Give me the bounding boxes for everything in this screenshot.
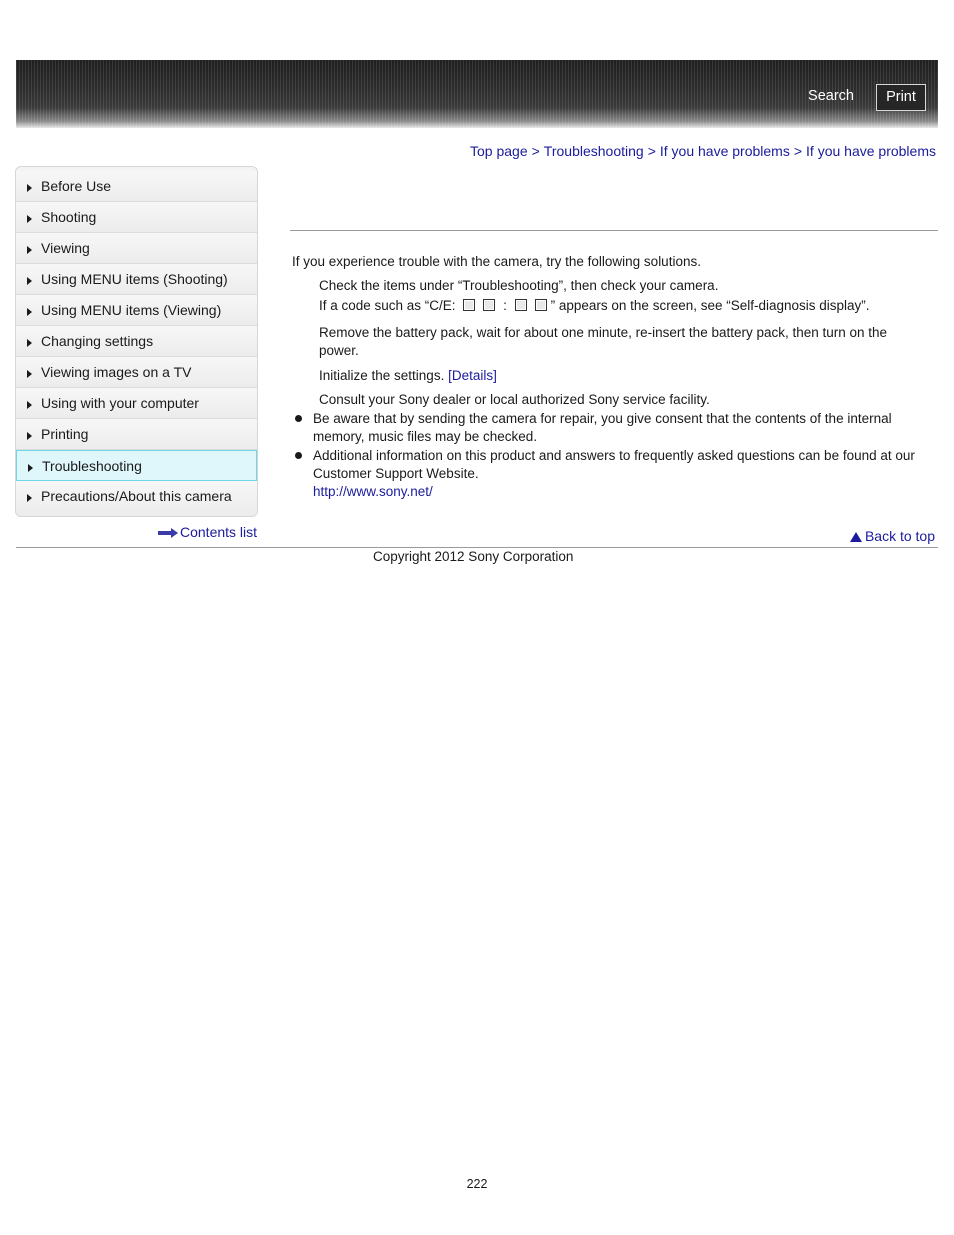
sidebar-item-menu-shooting[interactable] <box>16 264 257 295</box>
step-3-text: Initialize the settings. <box>319 368 445 383</box>
header-bar <box>16 60 938 128</box>
triangle-right-icon <box>27 370 32 378</box>
contents-list-link[interactable] <box>158 524 257 540</box>
details-link[interactable]: [Details] <box>448 368 497 383</box>
breadcrumb <box>470 143 936 159</box>
triangle-right-icon <box>28 464 33 472</box>
contents-list-label: Contents list <box>180 524 258 540</box>
arrow-right-icon <box>158 528 178 538</box>
sony-website-link[interactable]: http://www.sony.net/ <box>313 484 433 499</box>
step-1-code-line <box>319 297 919 315</box>
breadcrumb-separator: > <box>647 143 656 159</box>
code-prefix-text: If a code such as “C/E: <box>319 298 456 313</box>
sidebar-item-viewing[interactable] <box>16 233 257 264</box>
triangle-up-icon <box>850 532 862 542</box>
breadcrumb-if-you-have-problems[interactable]: If you have problems <box>659 143 790 159</box>
sidebar-item-before-use[interactable] <box>16 171 257 202</box>
sidebar-item-shooting[interactable] <box>16 202 257 233</box>
sidebar-item-label: Using MENU items (Shooting) <box>41 271 228 287</box>
triangle-right-icon <box>27 215 32 223</box>
breadcrumb-troubleshooting[interactable]: Troubleshooting <box>543 143 644 159</box>
list-item <box>313 410 937 446</box>
bullet-1-text: Be aware that by sending the camera for repair, you give consent that the contents of the internal memory, music files may be checked. <box>313 411 892 444</box>
intro-text: If you experience trouble with the camera, try the following solutions. <box>292 254 701 269</box>
step-4: Consult your Sony dealer or local authorized Sony service facility. <box>319 392 710 407</box>
sidebar-item-label: Viewing <box>41 240 90 256</box>
sidebar-item-label: Precautions/About this camera <box>41 488 232 504</box>
list-item <box>313 447 937 501</box>
copyright-text: Copyright 2012 Sony Corporation <box>373 549 574 564</box>
sidebar-item-printing[interactable] <box>16 419 257 450</box>
triangle-right-icon <box>27 339 32 347</box>
sidebar-item-precautions[interactable] <box>16 481 257 516</box>
placeholder-box-icon <box>535 299 547 311</box>
placeholder-box-icon <box>463 299 475 311</box>
triangle-right-icon <box>27 494 32 502</box>
sidebar-item-label: Before Use <box>41 178 112 194</box>
triangle-right-icon <box>27 184 32 192</box>
step-3 <box>319 367 919 385</box>
page-number: 222 <box>466 1177 488 1191</box>
sidebar-item-label: Troubleshooting <box>42 458 142 474</box>
triangle-right-icon <box>27 401 32 409</box>
sidebar-item-label: Printing <box>41 426 89 442</box>
sidebar-item-label: Using MENU items (Viewing) <box>41 302 222 318</box>
code-suffix-text: ” appears on the screen, see “Self-diagnosis display”. <box>550 298 870 313</box>
sidebar-item-label: Changing settings <box>41 333 154 349</box>
back-to-top-link[interactable] <box>850 528 935 544</box>
sidebar-item-changing-settings[interactable] <box>16 326 257 357</box>
triangle-right-icon <box>27 246 32 254</box>
footer-divider <box>16 547 938 548</box>
sidebar-nav <box>15 166 258 517</box>
step-2: Remove the battery pack, wait for about one minute, re-insert the battery pack, then turn on the power. <box>319 325 888 358</box>
breadcrumb-current-page[interactable]: If you have problems <box>806 143 936 159</box>
breadcrumb-separator: > <box>531 143 540 159</box>
sidebar-item-viewing-on-tv[interactable] <box>16 357 257 388</box>
placeholder-box-icon <box>515 299 527 311</box>
triangle-right-icon <box>27 277 32 285</box>
sidebar-item-label: Shooting <box>41 209 97 225</box>
title-divider <box>290 230 938 231</box>
bullet-dot-icon <box>295 415 302 422</box>
bullet-2-text: Additional information on this product and answers to frequently asked questions can be found at our Customer Support Website. <box>313 448 915 481</box>
sidebar-item-label: Using with your computer <box>41 395 199 411</box>
sidebar-item-troubleshooting[interactable] <box>16 450 257 481</box>
breadcrumb-separator: > <box>793 143 803 159</box>
print-button[interactable]: Print <box>876 84 926 111</box>
bullet-dot-icon <box>295 452 302 459</box>
code-colon: : <box>503 298 507 313</box>
sidebar-item-label: Viewing images on a TV <box>41 364 192 380</box>
triangle-right-icon <box>27 308 32 316</box>
breadcrumb-top-page[interactable]: Top page <box>470 143 528 159</box>
triangle-right-icon <box>27 432 32 440</box>
back-to-top-label: Back to top <box>864 528 935 544</box>
sidebar-item-using-with-computer[interactable] <box>16 388 257 419</box>
placeholder-box-icon <box>483 299 495 311</box>
search-link[interactable]: Search <box>808 88 854 104</box>
sidebar-item-menu-viewing[interactable] <box>16 295 257 326</box>
step-1 <box>319 277 919 315</box>
step-1-text: Check the items under “Troubleshooting”, then check your camera. <box>319 278 719 293</box>
